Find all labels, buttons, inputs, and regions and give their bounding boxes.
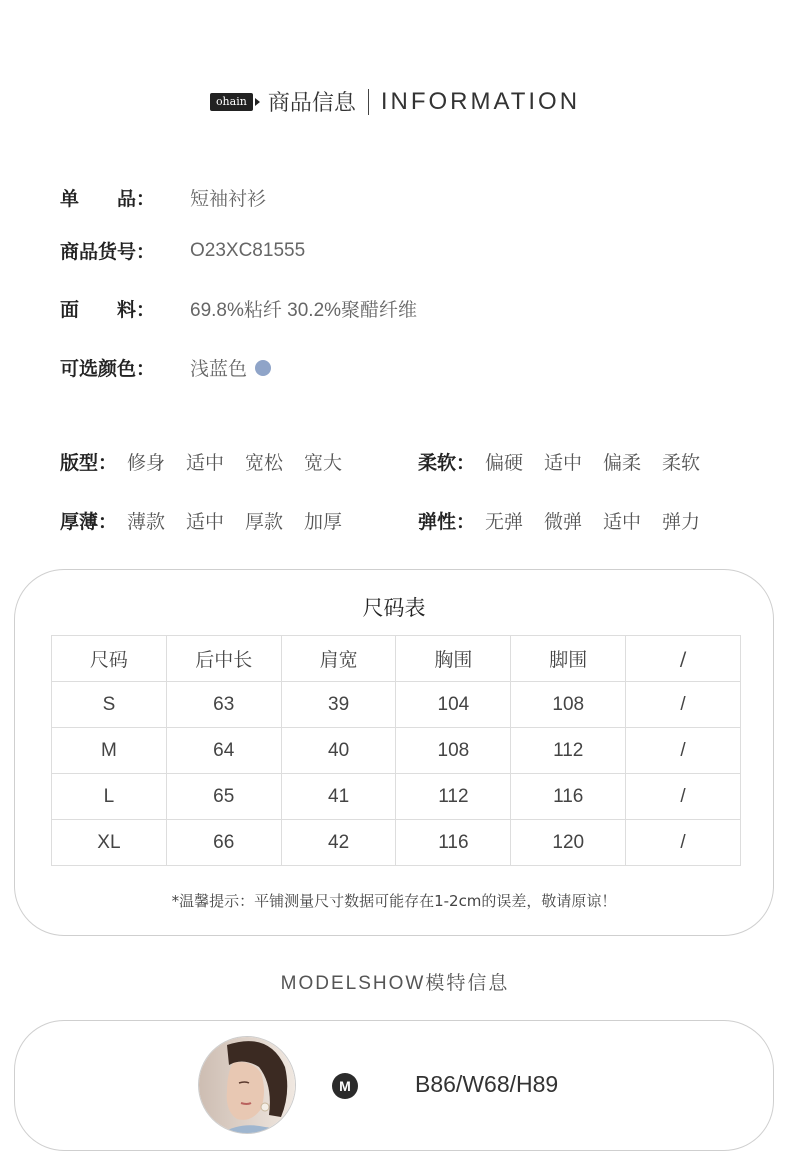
table-cell: 112 (511, 728, 626, 774)
attr-option: 适中 (186, 452, 225, 474)
info-value: O23XC81555 (190, 239, 306, 261)
table-row (52, 820, 741, 866)
size-chart-title: 尺码表 (362, 596, 426, 620)
attr-option: 厚款 (245, 511, 284, 533)
size-table (51, 635, 741, 866)
table-cell: 39 (281, 682, 396, 728)
attr-option: 薄款 (127, 511, 166, 533)
table-cell: 120 (511, 820, 626, 866)
table-cell: 66 (166, 820, 281, 866)
table-cell: 108 (511, 682, 626, 728)
table-cell: / (626, 774, 741, 820)
table-cell: 108 (396, 728, 511, 774)
table-cell: / (626, 682, 741, 728)
table-header-cell: 尺码 (52, 636, 167, 682)
attr-option: 宽大 (304, 452, 343, 474)
attr-option: 无弹 (485, 511, 524, 533)
table-row (52, 682, 741, 728)
table-row (52, 774, 741, 820)
attr-option: 偏柔 (603, 452, 642, 474)
table-cell: 41 (281, 774, 396, 820)
attr-option-selected: 适中 (544, 448, 603, 475)
info-label: 可选颜色： (60, 358, 156, 380)
attr-option-selected: 宽松 (245, 448, 304, 475)
model-info-card (14, 1020, 774, 1151)
table-cell: / (626, 820, 741, 866)
attr-elasticity (418, 507, 721, 534)
table-cell: 65 (166, 774, 281, 820)
table-cell: 116 (511, 774, 626, 820)
info-value: 短袖衬衫 (190, 189, 267, 210)
attr-thickness (60, 507, 363, 534)
brand-logo: ohain (210, 93, 253, 111)
size-chart-note: *温馨提示：平铺测量尺寸数据可能存在1-2cm的误差，敬请原谅！ (171, 892, 617, 910)
table-row (52, 728, 741, 774)
table-cell: M (52, 728, 167, 774)
table-cell: 112 (396, 774, 511, 820)
info-row-color (60, 354, 271, 381)
attr-option: 偏硬 (485, 452, 524, 474)
attr-fit (60, 448, 363, 475)
table-cell: XL (52, 820, 167, 866)
attr-softness (418, 448, 721, 475)
info-label: 商品货号： (60, 241, 156, 263)
table-cell: 40 (281, 728, 396, 774)
attr-option: 弹力 (662, 511, 701, 533)
attr-option: 柔软 (662, 452, 701, 474)
model-measurements: B86/W68/H89 (415, 1071, 559, 1097)
table-cell: 104 (396, 682, 511, 728)
table-header-cell: 后中长 (166, 636, 281, 682)
model-portrait-image (199, 1037, 296, 1134)
attr-option: 修身 (127, 452, 166, 474)
model-section-title: MODELSHOW模特信息 (280, 973, 510, 994)
table-cell: 116 (396, 820, 511, 866)
header-title-cn: 商品信息 (267, 91, 356, 116)
table-header-cell: 肩宽 (281, 636, 396, 682)
table-cell: 64 (166, 728, 281, 774)
size-chart-card (14, 569, 774, 936)
info-header (0, 86, 790, 117)
info-label: 面 料： (60, 299, 156, 321)
header-title-en: INFORMATION (380, 87, 581, 115)
table-header-row (52, 636, 741, 682)
attr-option-selected: 适中 (186, 507, 245, 534)
info-row-item (60, 184, 266, 211)
attr-label: 厚薄： (60, 511, 118, 533)
info-row-sku (60, 237, 305, 264)
table-cell: / (626, 728, 741, 774)
attr-label: 弹性： (418, 511, 476, 533)
attr-label: 版型： (60, 452, 118, 474)
info-value: 69.8%粘纤 30.2%聚醋纤维 (190, 300, 418, 321)
model-size-badge: M (332, 1073, 358, 1099)
attr-option: 加厚 (304, 511, 343, 533)
table-cell: 42 (281, 820, 396, 866)
logo-arrow-icon (255, 98, 260, 106)
table-cell: S (52, 682, 167, 728)
info-value: 浅蓝色 (190, 359, 248, 380)
info-label: 单 品： (60, 188, 156, 210)
model-avatar (198, 1036, 296, 1134)
table-header-cell: 脚围 (511, 636, 626, 682)
attr-label: 柔软： (418, 452, 476, 474)
table-cell: L (52, 774, 167, 820)
info-row-fabric (60, 295, 417, 322)
attr-option: 微弹 (544, 511, 583, 533)
table-header-cell: 胸围 (396, 636, 511, 682)
color-swatch[interactable] (255, 360, 271, 376)
header-divider (368, 89, 369, 115)
table-cell: 63 (166, 682, 281, 728)
table-header-cell: / (626, 636, 741, 682)
attr-option-selected: 适中 (603, 507, 662, 534)
